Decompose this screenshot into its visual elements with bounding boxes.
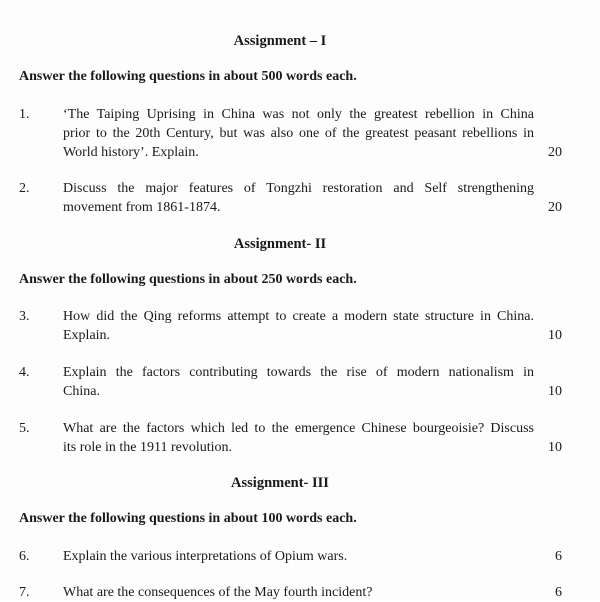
question-line: movement from 1861-1874. [63, 200, 221, 215]
question-number: 2. [19, 181, 30, 196]
question-number: 5. [19, 421, 30, 436]
question-text [63, 307, 534, 345]
section-instruction-2: Answer the following questions in about 250 words each. [19, 272, 357, 287]
section-title-assignment-3: Assignment- III [231, 475, 329, 491]
question-text [63, 105, 534, 162]
question-line: What are the consequences of the May fourth incident? [63, 585, 373, 600]
section-instruction-3: Answer the following questions in about 100 words each. [19, 511, 357, 526]
question-line: prior to the 20th Century, but was also one of the greatest peasant rebellions in [63, 126, 534, 141]
question-number: 6. [19, 549, 30, 564]
section-instruction-1: Answer the following questions in about 500 words each. [19, 69, 357, 84]
question-marks: 6 [555, 549, 562, 564]
question-line: Explain the various interpretations of Opium wars. [63, 549, 348, 564]
question-marks: 20 [548, 200, 562, 215]
question-number: 3. [19, 309, 30, 324]
section-title-assignment-1: Assignment – I [233, 33, 327, 49]
section-title-assignment-2: Assignment- II [233, 236, 327, 252]
question-marks: 10 [548, 328, 562, 343]
question-number: 4. [19, 365, 30, 380]
question-number: 1. [19, 107, 30, 122]
question-marks: 20 [548, 145, 562, 160]
question-line: What are the factors which led to the emergence Chinese bourgeoisie? Discuss [63, 421, 534, 436]
question-line: Explain. [63, 328, 111, 343]
question-line: World history’. Explain. [63, 145, 199, 160]
question-line: China. [63, 384, 100, 399]
question-marks: 10 [548, 384, 562, 399]
question-text [63, 179, 534, 217]
question-number: 7. [19, 585, 30, 600]
question-line: Explain the factors contributing towards the rise of modern nationalism in [63, 365, 534, 380]
question-marks: 6 [555, 585, 562, 600]
question-line: How did the Qing reforms attempt to create a modern state structure in China. [63, 309, 534, 324]
question-text [63, 363, 534, 401]
question-line: its role in the 1911 revolution. [63, 440, 233, 455]
question-line: Discuss the major features of Tongzhi restoration and Self strengthening [63, 181, 534, 196]
question-marks: 10 [548, 440, 562, 455]
question-text [63, 547, 534, 566]
question-text [63, 583, 534, 602]
question-line: ‘The Taiping Uprising in China was not only the greatest rebellion in China [63, 107, 534, 122]
question-text [63, 419, 534, 457]
